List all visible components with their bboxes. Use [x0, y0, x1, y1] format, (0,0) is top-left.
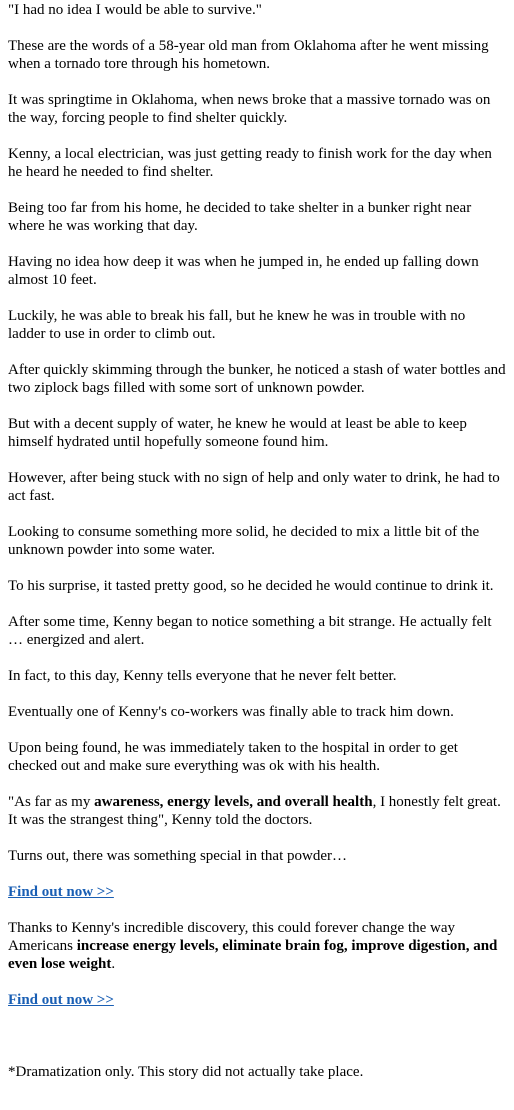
paragraph: It was springtime in Oklahoma, when news broke that a massive tornado was on the way, forcing people to find shelter quickly. — [8, 92, 491, 126]
emphasis-text: awareness, energy levels, and overall health — [94, 794, 373, 810]
emphasis-text: increase energy levels, eliminate brain fog, improve digestion, and even lose weight — [8, 938, 498, 972]
paragraph: To his surprise, it tasted pretty good, so he decided he would continue to drink it. — [8, 578, 494, 594]
find-out-now-link[interactable]: Find out now >> — [8, 992, 114, 1008]
text-segment: , I honestly felt great. It was the strangest thing", Kenny told the doctors. — [8, 794, 501, 828]
text-segment: . — [111, 956, 116, 972]
cta-paragraph — [8, 883, 506, 901]
paragraph: But with a decent supply of water, he knew he would at least be able to keep himself hydrated until hopefully someone found him. — [8, 416, 467, 450]
paragraph: Eventually one of Kenny's co-workers was finally able to track him down. — [8, 704, 454, 720]
paragraph: However, after being stuck with no sign of help and only water to drink, he had to act fast. — [8, 470, 500, 504]
text-segment: Thanks to Kenny's incredible discovery, this could forever change the way Americans — [8, 920, 456, 954]
spacer — [8, 1027, 506, 1063]
paragraph: After some time, Kenny began to notice something a bit strange. He actually felt … energized and alert. — [8, 614, 492, 648]
text-segment: "As far as my — [8, 794, 95, 810]
paragraph: Upon being found, he was immediately taken to the hospital in order to get checked out and make sure everything was ok with his health. — [8, 740, 458, 774]
paragraph-doctor-quote — [8, 793, 506, 829]
paragraph: Kenny, a local electrician, was just getting ready to finish work for the day when he heard he needed to find shelter. — [8, 146, 492, 180]
disclaimer: *Dramatization only. This story did not actually take place. — [8, 1064, 364, 1080]
paragraph-benefits — [8, 919, 506, 973]
paragraph: Turns out, there was something special in that powder… — [8, 848, 347, 864]
paragraph: After quickly skimming through the bunker, he noticed a stash of water bottles and two ziplock bags filled with some sort of unknown powder. — [8, 362, 506, 396]
paragraph-quote: "I had no idea I would be able to survive." — [8, 2, 262, 18]
find-out-now-link[interactable]: Find out now >> — [8, 884, 114, 900]
paragraph: In fact, to this day, Kenny tells everyone that he never felt better. — [8, 668, 397, 684]
paragraph: Being too far from his home, he decided to take shelter in a bunker right near where he was working that day. — [8, 200, 472, 234]
paragraph: Looking to consume something more solid, he decided to mix a little bit of the unknown powder into some water. — [8, 524, 480, 558]
paragraph: Having no idea how deep it was when he jumped in, he ended up falling down almost 10 feet. — [8, 254, 479, 288]
paragraph: These are the words of a 58-year old man from Oklahoma after he went missing when a tornado tore through his hometown. — [8, 38, 489, 72]
paragraph: Luckily, he was able to break his fall, but he knew he was in trouble with no ladder to use in order to climb out. — [8, 308, 466, 342]
cta-paragraph — [8, 991, 506, 1009]
